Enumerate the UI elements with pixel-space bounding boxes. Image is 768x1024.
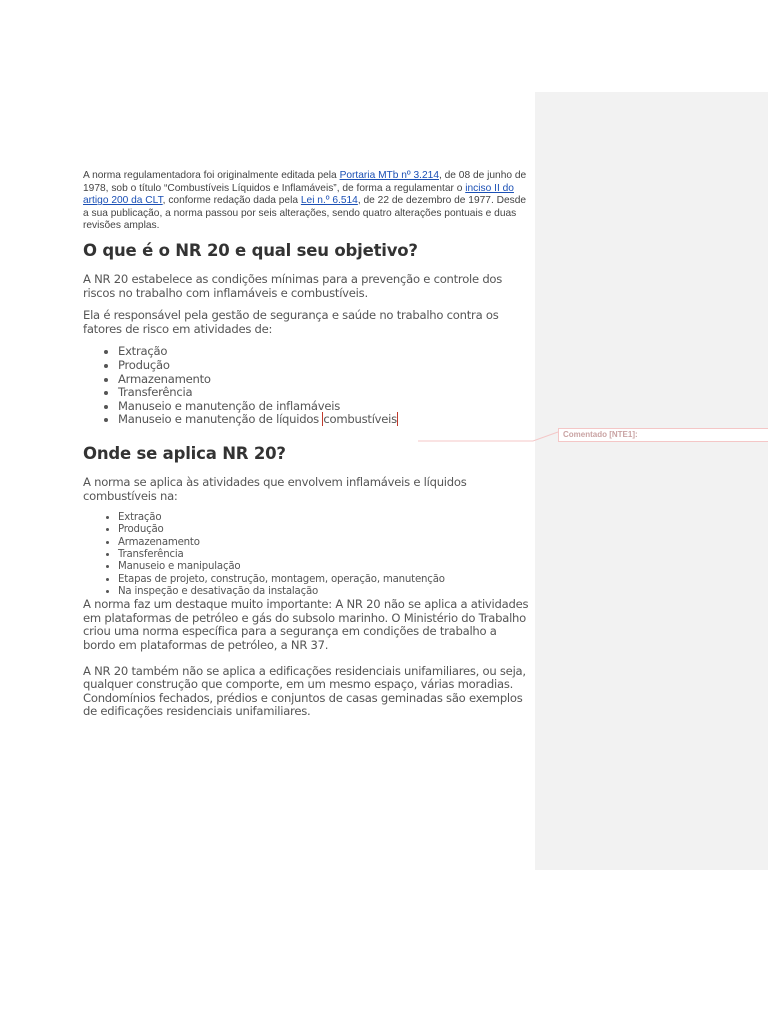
intro-text-4: , de 22 de dezembro de 1977. Desde a sua publicação, a norma passou por seis alterações, sendo quatro alterações pontuais e duas revisões amplas. xyxy=(83,195,527,232)
section1-list xyxy=(83,345,529,427)
list-item: • Manuseio e manipulação xyxy=(118,561,529,573)
intro-text-1: A norma regulamentadora foi originalmente editada pela xyxy=(83,170,340,181)
list-item: • Na inspeção e desativação da instalação xyxy=(118,586,529,598)
intro-text-3: , conforme redação dada pela xyxy=(162,195,301,207)
comment-anchor-marker xyxy=(397,412,398,426)
section2-paragraph-3: A NR 20 também não se aplica a edificações residenciais unifamiliares, ou seja, qualquer construção que comporte, em um mesmo espaço, várias moradias. Condomínios fechados, prédios e conjuntos de casas geminadas são exemplos de edificações residenciais unifamiliares. xyxy=(83,663,526,719)
section1-heading: O que é o NR 20 e qual seu objetivo? xyxy=(83,240,418,260)
commented-text[interactable]: combustíveis xyxy=(323,412,397,427)
list-item: • Extração xyxy=(118,512,529,524)
link-portaria[interactable]: Portaria MTb nº 3.214 xyxy=(339,170,439,181)
section1-paragraph-2: Ela é responsável pela gestão de segurança e saúde no trabalho contra os fatores de risco em atividades de: xyxy=(83,308,499,336)
section2-list xyxy=(83,512,529,598)
list-item: • Produção xyxy=(118,524,529,536)
list-item: • Extração xyxy=(118,345,529,359)
list-item: • Transferência xyxy=(118,549,529,561)
list-item: • Etapas de projeto, construção, montagem, operação, manutenção xyxy=(118,574,529,586)
comment-balloon[interactable] xyxy=(558,428,768,442)
list-item: • Produção xyxy=(118,359,529,373)
section2-paragraph-1: A norma se aplica às atividades que envolvem inflamáveis e líquidos combustíveis na: xyxy=(83,474,467,503)
link-lei[interactable]: Lei n.º 6.514 xyxy=(300,195,358,207)
document-body xyxy=(83,170,529,728)
list-item: • Transferência xyxy=(118,386,529,400)
section2-paragraph-2: A norma faz um destaque muito importante: A NR 20 não se aplica a atividades em plataformas de petróleo e gás do subsolo marinho. O Ministério do Trabalho criou uma norma específica para a segurança em condições de trabalho a bordo em plataformas de petróleo, a NR 37. xyxy=(83,597,529,652)
list-item xyxy=(118,413,529,427)
comment-label: Comentado [NTE1]: xyxy=(563,430,638,439)
list-item: • Manuseio e manutenção de inflamáveis xyxy=(118,400,529,414)
section2-heading: Onde se aplica NR 20? xyxy=(83,443,286,463)
list-item: • Armazenamento xyxy=(118,537,529,549)
intro-paragraph xyxy=(83,170,529,233)
list-item: • Armazenamento xyxy=(118,373,529,387)
list-item-text: Manuseio e manutenção de líquidos xyxy=(118,412,323,427)
intro-text-2: , de 08 de junho de 1978, sob o título “Combustíveis Líquidos e Inflamáveis”, de forma a regulamentar o xyxy=(83,170,527,194)
link-inciso[interactable]: inciso II do artigo 200 da CLT xyxy=(83,182,514,207)
section1-paragraph-1: A NR 20 estabelece as condições mínimas para a prevenção e controle dos riscos no trabalho com inflamáveis e combustíveis. xyxy=(83,271,503,300)
